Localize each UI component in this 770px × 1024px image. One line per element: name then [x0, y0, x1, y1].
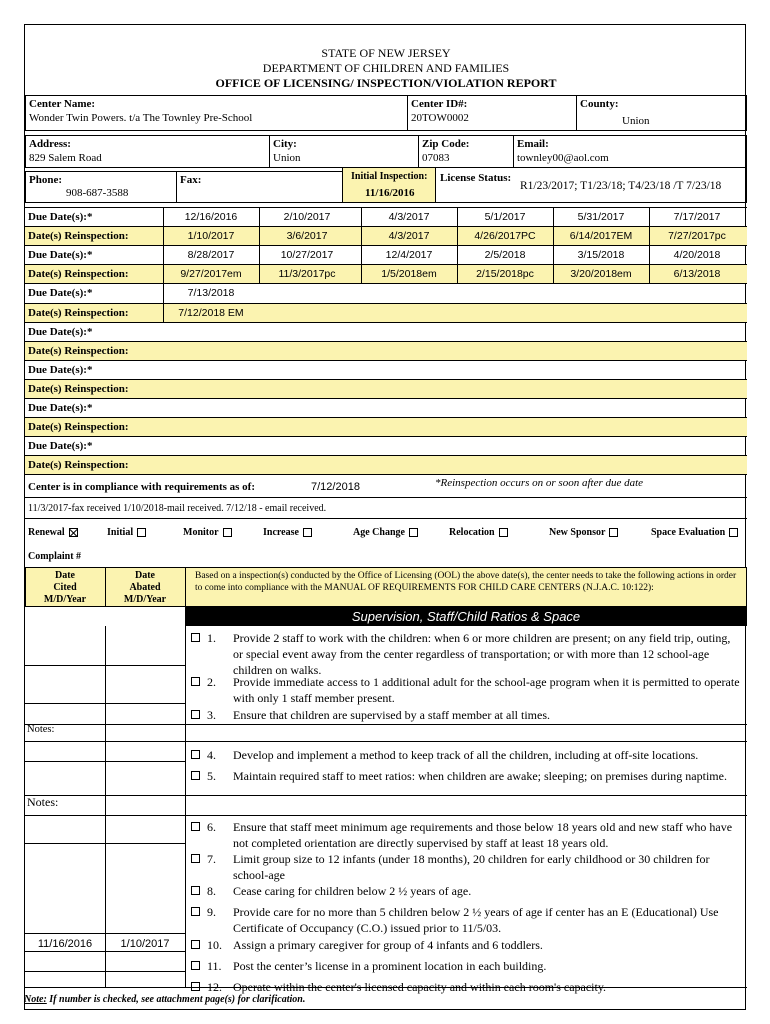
divider [25, 497, 747, 498]
action-item-number: 5. [207, 769, 216, 783]
due-row-label: Due Date(s):* [28, 440, 93, 453]
check-label: Relocation [449, 527, 495, 538]
license-status-value: R1/23/2017; T1/23/18; T4/23/18 /T 7/23/18 [520, 180, 722, 192]
grid-column-divider [457, 207, 458, 283]
header-department: DEPARTMENT OF CHILDREN AND FAMILIES [262, 61, 510, 75]
due-dates-row [25, 245, 747, 264]
action-item-number: 11. [207, 959, 222, 973]
center-name-label: Center Name: [29, 98, 96, 110]
due-date-cell: 2/15/2018pc [476, 268, 534, 281]
action-item-number: 12. [207, 980, 222, 994]
action-item-number: 4. [207, 748, 216, 762]
due-date-cell: 7/13/2018 [187, 287, 235, 300]
action-item-checkbox[interactable] [191, 710, 200, 719]
row-divider [25, 761, 185, 762]
action-item-checkbox[interactable] [191, 940, 200, 949]
checkbox-icon[interactable] [303, 528, 312, 537]
date-cited-l2: Cited [53, 582, 77, 593]
due-date-cell: 2/5/2018 [484, 249, 526, 262]
divider [25, 987, 747, 988]
county-label: County: [580, 98, 619, 110]
due-date-cell: 1/10/2017 [187, 230, 235, 243]
due-row-label: Date(s) Reinspection: [28, 344, 129, 357]
action-item-text: Ensure that children are supervised by a staff member at all times. [233, 708, 551, 722]
check-relocation[interactable] [449, 527, 508, 538]
header-office: OFFICE OF LICENSING/ INSPECTION/VIOLATION REPORT [215, 76, 557, 90]
due-dates-row [25, 226, 747, 245]
action-item-number: 9. [207, 905, 216, 919]
action-item-checkbox[interactable] [191, 854, 200, 863]
due-date-cell: 8/28/2017 [187, 249, 235, 262]
date-abated-header [105, 570, 185, 606]
action-item-text: Assign a primary caregiver for group of 4 infants and 6 toddlers. [233, 938, 543, 952]
email-label: Email: [517, 138, 549, 150]
due-dates-row [25, 436, 747, 455]
row-divider [25, 724, 747, 725]
due-row-label: Due Date(s):* [28, 402, 93, 414]
due-date-cell: 10/27/2017 [280, 249, 334, 262]
due-row-label: Date(s) Reinspection: [28, 306, 129, 319]
action-item-text: Provide immediate access to 1 additional adult for the school-age program when it is permitted to operate with only 1 staff member present. [233, 675, 740, 705]
center-name-cell [25, 95, 408, 131]
action-item-text: Provide 2 staff to work with the children: when 6 or more children are present; on any field trip, outing, or special event away from the center regardless of transportation; or with more than 12 school-age children on walks. [233, 631, 731, 677]
due-date-cell: 4/26/2017PC [474, 230, 536, 243]
divider [25, 518, 747, 519]
row-divider [25, 951, 185, 952]
section-title-bar: Supervision, Staff/Child Ratios & Space [185, 607, 747, 626]
due-dates-row [25, 398, 747, 417]
check-increase[interactable] [263, 527, 312, 538]
header-state: STATE OF NEW JERSEY [321, 46, 451, 60]
grid-column-divider [361, 207, 362, 283]
divider [185, 626, 186, 987]
action-item-checkbox[interactable] [191, 961, 200, 970]
row-divider [25, 703, 185, 704]
due-date-cell: 5/1/2017 [484, 211, 526, 223]
action-item-number: 10. [207, 938, 222, 952]
row-divider [25, 971, 185, 972]
due-dates-row [25, 360, 747, 379]
action-item-number: 2. [207, 675, 216, 689]
action-item-number: 7. [207, 852, 216, 866]
date-abated-l1: Date [135, 570, 155, 581]
check-age-change[interactable] [353, 527, 418, 538]
footer-note-prefix: Note: [24, 994, 47, 1005]
divider [25, 474, 747, 475]
row-divider [25, 741, 747, 742]
action-item-checkbox[interactable] [191, 677, 200, 686]
phone-cell [25, 171, 177, 203]
check-label: Renewal [28, 527, 65, 538]
action-item-text: Post the center’s license in a prominent location in each building. [233, 959, 547, 973]
due-date-cell: 12/16/2016 [184, 211, 238, 223]
check-monitor[interactable] [183, 527, 232, 538]
checkbox-icon[interactable] [69, 528, 78, 537]
action-item-number: 1. [207, 631, 216, 645]
due-date-cell: 3/6/2017 [286, 230, 328, 243]
fax-label: Fax: [180, 174, 202, 186]
county-cell [576, 95, 747, 131]
check-label: Increase [263, 527, 299, 538]
action-item-text: Provide care for no more than 5 children below 2 ½ years of age if center has an E (Educational) Use Certificate of Occupancy (C.O.) issued prior to 11/5/03. [233, 905, 719, 935]
due-dates-row [25, 303, 747, 322]
zip-cell [418, 135, 514, 168]
address-cell [25, 135, 270, 168]
date-abated-value: 1/10/2017 [120, 938, 170, 950]
city-label: City: [273, 138, 297, 150]
check-label: Monitor [183, 527, 219, 538]
center-name-value: Wonder Twin Powers. t/a The Townley Pre-School [29, 112, 253, 124]
checkbox-icon[interactable] [609, 528, 618, 537]
compliance-date: 7/12/2018 [311, 481, 360, 493]
phone-label: Phone: [29, 174, 62, 186]
check-new-sponsor[interactable] [549, 527, 618, 538]
city-value: Union [273, 152, 301, 164]
action-item-text: Cease caring for children below 2 ½ years of age. [233, 884, 472, 898]
due-row-label: Due Date(s):* [28, 211, 93, 223]
check-label: Initial [107, 527, 134, 538]
divider [185, 567, 186, 607]
due-date-cell: 3/20/2018em [570, 268, 632, 281]
due-date-cell: 7/27/2017pc [668, 230, 726, 243]
footer-note [24, 994, 305, 1005]
date-cited-l3: M/D/Year [43, 594, 87, 605]
due-row-label: Due Date(s):* [28, 287, 93, 300]
inspection-report-page [24, 24, 746, 1010]
date-cited-header [25, 570, 105, 606]
due-date-cell: 7/17/2017 [673, 211, 721, 223]
checkbox-icon[interactable] [137, 528, 146, 537]
check-space-evaluation[interactable] [651, 527, 738, 538]
due-date-cell: 5/31/2017 [577, 211, 625, 223]
action-item-text: Develop and implement a method to keep track of all the children, including at off-site locations. [233, 748, 699, 762]
license-status-cell [435, 167, 747, 203]
checkbox-icon[interactable] [223, 528, 232, 537]
phone-value: 908-687-3588 [66, 187, 129, 199]
due-date-cell: 12/4/2017 [385, 249, 433, 262]
checkbox-icon[interactable] [729, 528, 738, 537]
date-cited-l1: Date [55, 570, 75, 581]
county-value: Union [622, 115, 650, 127]
action-item-checkbox[interactable] [191, 633, 200, 642]
due-date-cell: 4/3/2017 [388, 211, 430, 223]
due-dates-row [25, 379, 747, 398]
center-id-value: 20TOW0002 [411, 112, 469, 124]
date-abated-l2: Abated [129, 582, 161, 593]
action-item-checkbox[interactable] [191, 822, 200, 831]
due-date-cell: 9/27/2017em [180, 268, 242, 281]
center-id-cell [407, 95, 577, 131]
grid-column-divider [163, 207, 164, 322]
due-row-label: Date(s) Reinspection: [28, 421, 129, 434]
row-divider [25, 815, 747, 816]
row-divider [25, 795, 747, 796]
row-divider [25, 665, 185, 666]
action-item-number: 8. [207, 884, 216, 898]
action-item-checkbox[interactable] [191, 886, 200, 895]
due-date-cell: 7/12/2018 EM [178, 306, 244, 319]
check-label: Age Change [353, 527, 405, 538]
license-status-label: License Status: [440, 172, 512, 184]
center-id-label: Center ID#: [411, 98, 468, 110]
city-cell [269, 135, 419, 168]
due-row-label: Due Date(s):* [28, 325, 93, 338]
zip-label: Zip Code: [422, 138, 470, 150]
action-item-text: Ensure that staff meet minimum age requirements and those below 18 years old and new staff who have not completed orientation are directly supervised by staff at least 18 years old. [233, 820, 733, 850]
email-value: townley00@aol.com [517, 152, 609, 164]
grid-column-divider [259, 207, 260, 283]
actions-intro-text: Based on a inspection(s) conducted by the Office of Licensing (OOL) the above date(s), the center needs to take the following actions in order to come into compliance with the MANUAL OF REQUIREMENTS FOR CHILD CARE CENTERS (N.J.A.C. 10:122): [195, 571, 737, 593]
checkbox-icon[interactable] [409, 528, 418, 537]
due-dates-row [25, 264, 747, 283]
action-item-text: Maintain required staff to meet ratios: when children are awake; sleeping; on premises during naptime. [233, 769, 727, 783]
due-date-cell: 6/13/2018 [673, 268, 721, 281]
due-date-cell: 6/14/2017EM [569, 230, 633, 243]
due-row-label: Date(s) Reinspection: [28, 382, 129, 395]
due-row-label: Due Date(s):* [28, 249, 93, 262]
action-item-checkbox[interactable] [191, 907, 200, 916]
due-date-cell: 3/15/2018 [577, 249, 625, 262]
action-item-checkbox[interactable] [191, 771, 200, 780]
due-dates-row [25, 283, 747, 302]
due-date-cell: 4/3/2017 [388, 230, 430, 243]
due-row-label: Date(s) Reinspection: [28, 459, 129, 472]
due-dates-row [25, 341, 747, 360]
date-abated-l3: M/D/Year [123, 594, 167, 605]
initial-inspection-value: 11/16/2016 [365, 187, 415, 199]
row-divider [25, 933, 185, 934]
row-divider [25, 843, 185, 844]
notes-label-2: Notes: [27, 795, 59, 809]
address-label: Address: [29, 138, 71, 150]
due-dates-row [25, 417, 747, 436]
due-date-cell: 11/3/2017pc [278, 268, 336, 281]
due-row-label: Date(s) Reinspection: [28, 230, 129, 243]
notes-label-1: Notes: [27, 724, 55, 735]
address-value: 829 Salem Road [29, 152, 102, 164]
email-cell [513, 135, 747, 168]
due-row-label: Due Date(s):* [28, 363, 93, 376]
grid-column-divider [649, 207, 650, 283]
due-row-label: Date(s) Reinspection: [28, 268, 129, 281]
zip-value: 07083 [422, 152, 450, 164]
action-item-number: 3. [207, 708, 216, 722]
received-note: 11/3/2017-fax received 1/10/2018-mail received. 7/12/18 - email received. [28, 503, 327, 514]
action-item-text: Operate within the center's licensed capacity and within each room's capacity. [233, 980, 607, 994]
checkbox-icon[interactable] [499, 528, 508, 537]
reinspection-note: *Reinspection occurs on or soon after due date [435, 477, 644, 489]
initial-inspection-cell [342, 167, 436, 203]
check-label: New Sponsor [549, 527, 606, 538]
complaint-label: Complaint # [28, 551, 82, 562]
fax-cell [176, 171, 343, 203]
action-item-checkbox[interactable] [191, 750, 200, 759]
grid-column-divider [553, 207, 554, 283]
check-renewal[interactable] [28, 527, 78, 538]
date-cited-value: 11/16/2016 [37, 938, 93, 950]
initial-inspection-label: Initial Inspection: [351, 171, 428, 182]
due-date-cell: 2/10/2017 [283, 211, 331, 223]
due-dates-row [25, 207, 747, 226]
check-label: Space Evaluation [651, 527, 726, 538]
check-initial[interactable] [107, 527, 146, 538]
due-date-cell: 4/20/2018 [673, 249, 721, 262]
due-dates-row [25, 322, 747, 341]
action-item-text: Limit group size to 12 infants (under 18 months), 20 children for early childhood or 30 children for school-age [233, 852, 710, 882]
due-dates-row [25, 455, 747, 474]
action-item-number: 6. [207, 820, 216, 834]
compliance-label: Center is in compliance with requirements as of: [28, 481, 256, 493]
due-date-cell: 1/5/2018em [381, 268, 437, 281]
footer-note-text: If number is checked, see attachment page(s) for clarification. [46, 994, 306, 1005]
